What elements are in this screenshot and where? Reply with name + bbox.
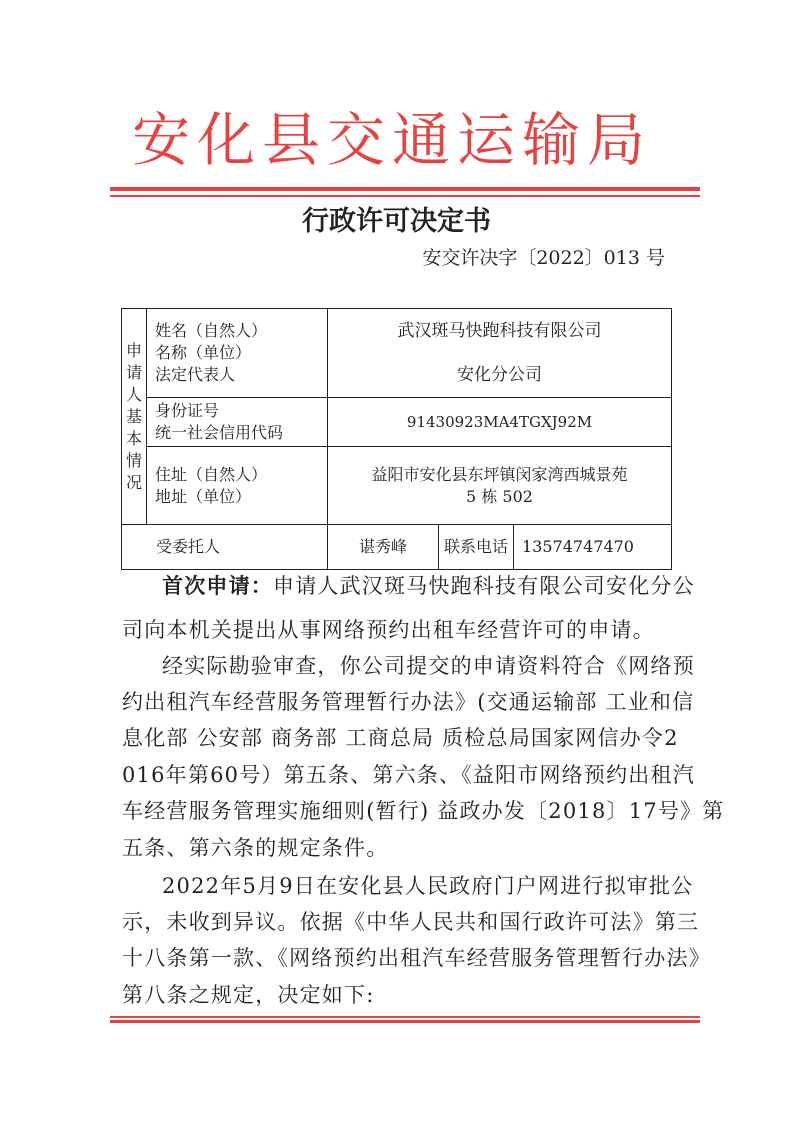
body-line: 息化部 公安部 商务部 工商总局 质检总局国家网信办令2 <box>122 726 679 750</box>
body-line: 十八条第一款、《网络预约出租汽车经营服务管理暂行办法》 <box>122 946 711 970</box>
value-company-name: 武汉斑马快跑科技有限公司 安化分公司 <box>328 309 672 398</box>
value-credit-code: 91430923MA4TGXJ92M <box>328 398 672 447</box>
document-title: 行政许可决定书 <box>302 206 491 237</box>
document-number: 安交许决字〔2022〕013 号 <box>422 247 665 269</box>
red-divider-thin <box>110 195 700 197</box>
value-agent-name: 谌秀峰 <box>328 525 439 570</box>
label-name: 姓名（自然人） 名称（单位） 法定代表人 <box>147 309 328 398</box>
section-label-applicant-info: 申 请 人 基 本 情 况 <box>122 309 147 525</box>
footer-divider-thick <box>110 1020 700 1023</box>
body-line: 首次申请：申请人武汉斑马快跑科技有限公司安化分公 <box>162 573 695 598</box>
label-address: 住址（自然人） 地址（单位） <box>147 447 328 525</box>
body-line: 示，未收到异议。依据《中华人民共和国行政许可法》第三 <box>122 910 700 934</box>
body-line: 经实际勘验审查，你公司提交的申请资料符合《网络预 <box>162 654 695 678</box>
body-line: 约出租汽车经营服务管理暂行办法》(交通运输部 工业和信 <box>122 690 695 714</box>
label-phone: 联系电话 <box>439 525 514 570</box>
red-divider-thick <box>110 187 700 191</box>
issuing-agency-masthead: 安化县交通运输局 <box>132 106 653 174</box>
label-credit-code: 身份证号 统一社会信用代码 <box>147 398 328 447</box>
value-phone: 13574747470 <box>514 525 672 570</box>
body-line: 2022年5月9日在安化县人民政府门户网进行拟审批公 <box>162 874 694 898</box>
body-line: 车经营服务管理实施细则(暂行) 益政办发〔2018〕17号》第 <box>122 799 725 823</box>
body-line: 第八条之规定，决定如下: <box>122 983 375 1007</box>
body-line: 五条、第六条的规定条件。 <box>122 836 389 860</box>
first-application-label: 首次申请： <box>162 573 273 598</box>
body-line: 司向本机关提出从事网络预约出租车经营许可的申请。 <box>122 618 655 642</box>
applicant-info-table <box>121 308 672 570</box>
value-address: 益阳市安化县东坪镇闵家湾西城景苑 5 栋 502 <box>328 447 672 525</box>
label-agent: 受委托人 <box>122 525 328 570</box>
footer-divider-thin <box>110 1016 700 1018</box>
body-line: 016年第60号）第五条、第六条、《益阳市网络预约出租汽 <box>122 763 695 787</box>
